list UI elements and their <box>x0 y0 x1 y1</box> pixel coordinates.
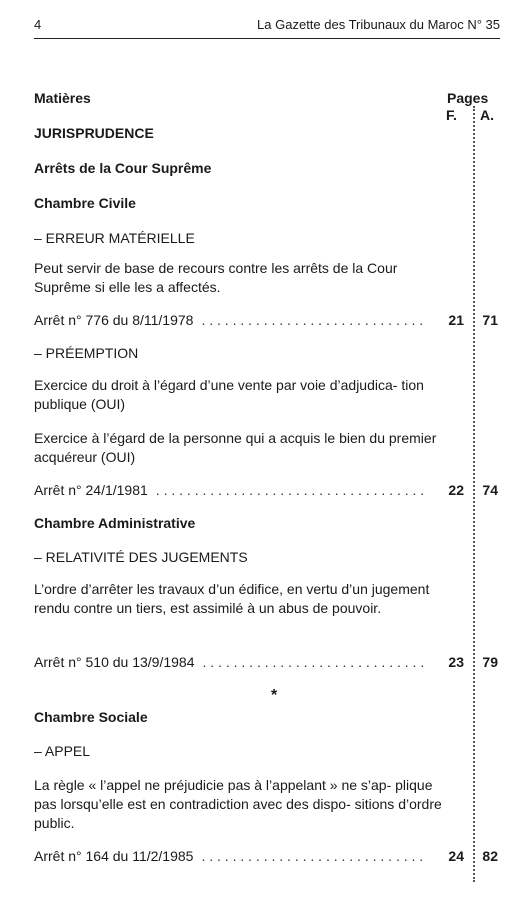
arabic-pages-heading: A. <box>480 107 494 123</box>
topic-relativite-jugements: – RELATIVITÉ DES JUGEMENTS <box>34 549 248 565</box>
ruling-reference <box>34 652 464 672</box>
page-fr: 23 <box>448 654 464 670</box>
ruling-label: Arrêt n° 776 du 8/11/1978 <box>34 312 194 328</box>
page-ar: 74 <box>482 482 498 498</box>
leader-dots <box>201 846 428 866</box>
ruling-reference <box>34 310 464 330</box>
summary-appel: La règle « l’appel ne préjudicie pas à l’appelant » ne s’ap- plique pas lorsqu’elle est en contradiction avec des dispo- sitions d’ordre public. <box>34 777 442 831</box>
section-supreme-court: Arrêts de la Cour Suprême <box>34 160 212 176</box>
french-pages-heading: F. <box>446 107 457 123</box>
page-number: 4 <box>34 17 42 32</box>
running-header <box>34 14 500 39</box>
page-ar: 82 <box>482 848 498 864</box>
topic-appel: – APPEL <box>34 743 91 759</box>
page-fr: 22 <box>448 482 464 498</box>
summary-preemption-1: Exercice du droit à l’égard d’une vente par voie d’adjudica- tion publique (OUI) <box>34 377 424 412</box>
leader-dots <box>156 480 428 500</box>
ruling-label: Arrêt n° 510 du 13/9/1984 <box>34 654 195 670</box>
page-fr: 21 <box>448 312 464 328</box>
page-fr: 24 <box>448 848 464 864</box>
section-civil-chamber: Chambre Civile <box>34 195 136 211</box>
summary-relativite-jugements: L’ordre d’arrêter les travaux d’un édifice, en vertu d’un jugement rendu contre un tiers, est assimilé à un abus de pouvoir. <box>34 581 430 616</box>
section-administrative-chamber: Chambre Administrative <box>34 515 196 531</box>
topic-erreur-materielle: – ERREUR MATÉRIELLE <box>34 230 195 246</box>
leader-dots <box>201 310 428 330</box>
section-social-chamber: Chambre Sociale <box>34 709 148 725</box>
summary-preemption-2: Exercice à l’égard de la personne qui a acquis le bien du premier acquéreur (OUI) <box>34 430 437 465</box>
pages-heading: Pages <box>447 90 489 106</box>
topic-preemption: – PRÉEMPTION <box>34 345 139 361</box>
subjects-heading: Matières <box>34 90 91 106</box>
ruling-label: Arrêt n° 164 du 11/2/1985 <box>34 848 194 864</box>
summary-erreur-materielle: Peut servir de base de recours contre les arrêts de la Cour Suprême si elle les a affectés. <box>34 260 398 295</box>
leader-dots <box>203 652 429 672</box>
ruling-label: Arrêt n° 24/1/1981 <box>34 482 148 498</box>
publication-title: La Gazette des Tribunaux du Maroc N° 35 <box>257 17 500 32</box>
ruling-reference <box>34 846 464 866</box>
section-jurisprudence: JURISPRUDENCE <box>34 125 154 141</box>
page-ar: 79 <box>482 654 498 670</box>
page-ar: 71 <box>482 312 498 328</box>
section-separator-star: * <box>271 687 278 704</box>
ruling-reference <box>34 480 464 500</box>
